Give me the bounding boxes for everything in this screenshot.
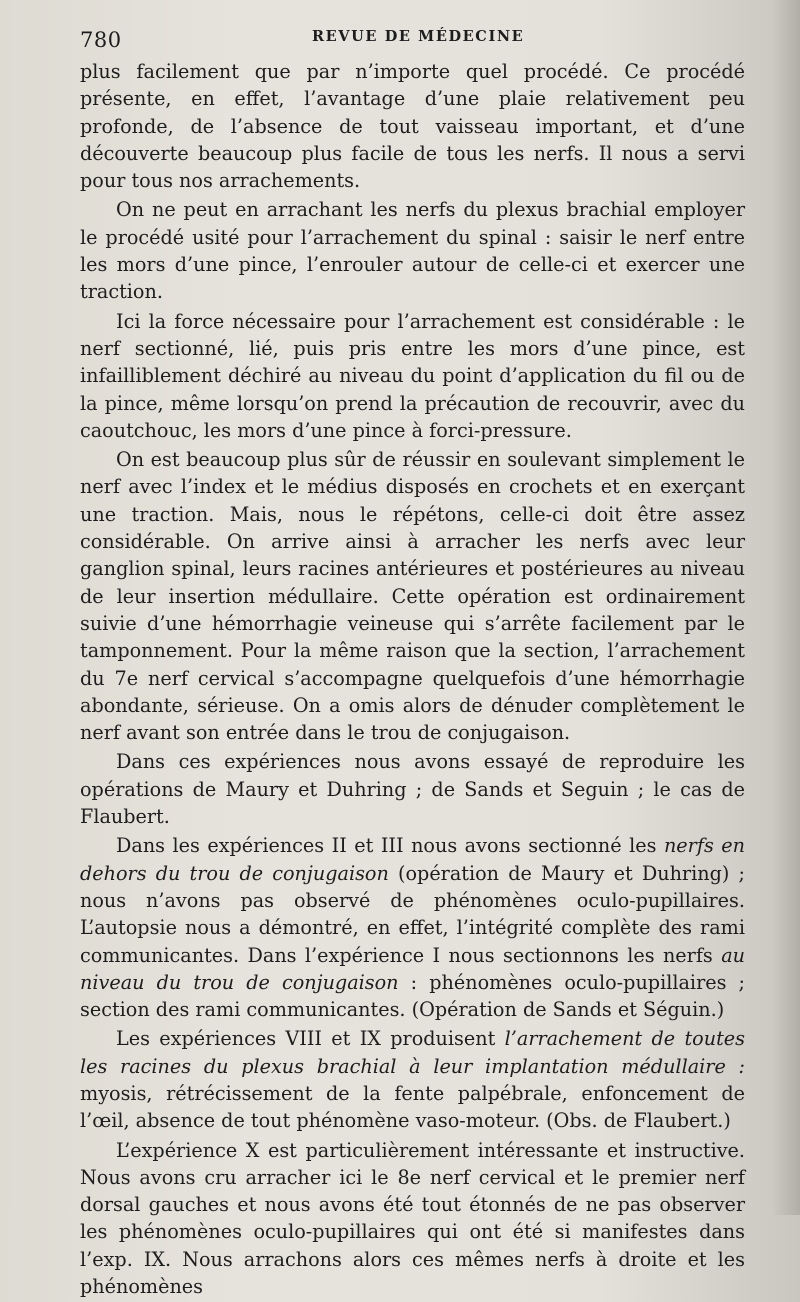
italic-run: l’arrachement de toutes les racines du plexus brachial à leur implantation médullaire :: [80, 1027, 745, 1078]
text-run: myosis, rétrécissement de la fente palpébrale, enfoncement de l’œil, absence de tout phénomène vaso-moteur. (Obs. de Flaubert.): [80, 1081, 745, 1133]
paragraph-force-necessaire: Ici la force nécessaire pour l’arrachement est considérable : le nerf sectionné, lié, puis pris entre les mors d’une pince, est infailliblement déchiré au niveau du point d’application du fil ou de la pince, même lorsqu’on prend la précaution de recouvrir, avec du caoutchouc, les mors d’une pince à forci-pressure.: [80, 309, 745, 442]
text-run: : phénomènes oculo-pupillaires ; section des rami communicantes. (Opération de Sands et Séguin.): [80, 970, 746, 1022]
paragraph-experience-x: L’expérience X est particulièrement intéressante et instructive. Nous avons cru arracher ici le 8e nerf cervical et le premier nerf dorsal gauches et nous avons été tout étonnés de ne pas observer les phénomènes oculo-pupillaires qui ont été si manifestes dans l’exp. IX. Nous arrachons alors ces mêmes nerfs à droite et les phénomènes: [80, 1138, 745, 1299]
italic-run: au niveau du trou de conjugaison: [80, 943, 745, 994]
page-edge-shadow: [772, 0, 800, 1215]
running-head: REVUE DE MÉDECINE: [312, 28, 525, 45]
italic-run: nerfs en dehors du trou de conjugaison: [80, 834, 745, 885]
page-number: 780: [80, 28, 122, 52]
text-run: (opération de Maury et Duhring) ; nous n’avons pas observé de phénomènes oculo-pupillaires. L’autopsie nous a démontré, en effet, l’intégrité complète des rami communicantes. Dans l’expérience I nous sectionnons les nerfs: [80, 861, 745, 967]
body-text: [80, 58, 745, 1300]
book-page: [80, 22, 745, 1302]
paragraph-continued: plus facilement que par n’importe quel procédé. Ce procédé présente, en effet, l’avantage d’une plaie relativement peu profonde, de l’absence de tout vaisseau important, et d’une découverte beaucoup plus facile de tous les nerfs. Il nous a servi pour tous nos arrachements.: [80, 60, 745, 193]
text-run: Les expériences VIII et IX produisent: [116, 1027, 505, 1051]
paragraph-experiences-reproduction: Dans ces expériences nous avons essayé de reproduire les opérations de Maury et Duhring ; de Sands et Seguin ; le cas de Flaubert.: [80, 750, 745, 829]
paragraph-arrachement-procede: On ne peut en arrachant les nerfs du plexus brachial employer le procédé usité pour l’arrachement du spinal : saisir le nerf entre les mors d’une pince, l’enrouler autour de celle-ci et exercer une traction.: [80, 198, 745, 304]
paragraph-experiences-ii-iii: [80, 832, 745, 1023]
paragraph-soulevant-nerf: On est beaucoup plus sûr de réussir en soulevant simplement le nerf avec l’index et le médius disposés en crochets et en exerçant une traction. Mais, nous le répétons, celle-ci doit être assez considérable. On arrive ainsi à arracher les nerfs avec leur ganglion spinal, leurs racines antérieures et postérieures au niveau de leur insertion médullaire. Cette opération est ordinairement suivie d’une hémorrhagie veineuse qui s’arrête facilement par le tamponnement. Pour la même raison que la section, l’arrachement du 7e nerf cervical s’accompagne quelquefois d’une hémorrhagie abondante, sérieuse. On a omis alors de dénuder complètement le nerf avant son entrée dans le trou de conjugaison.: [80, 448, 745, 745]
paragraph-experiences-viii-ix: [80, 1025, 745, 1134]
page-header: [80, 22, 745, 58]
text-run: Dans les expériences II et III nous avons sectionné les: [116, 834, 664, 858]
